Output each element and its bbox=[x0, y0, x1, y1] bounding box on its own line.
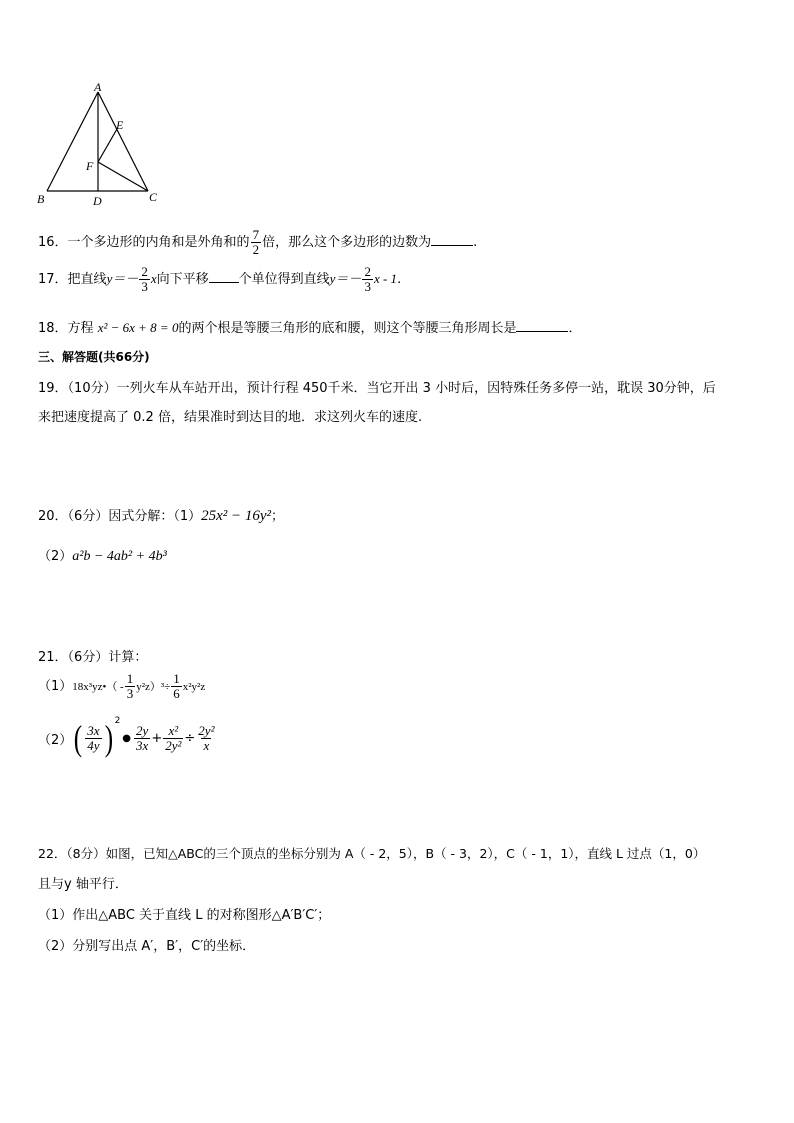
q17-frac1-num: 2 bbox=[141, 264, 148, 279]
q17-text-b: 向下平移 bbox=[156, 272, 209, 287]
q21-frac3-den: 4y bbox=[87, 737, 100, 753]
q17-number: 17． bbox=[38, 272, 68, 287]
q17-eq2: y＝－ bbox=[329, 271, 362, 286]
question-22-line-1: 22．（8分）如图，已知△ABC的三个顶点的坐标分别为 A（ - 2，5），B（ - 3，2），C（ - 1，1），直线 L 过点（1，0） bbox=[38, 846, 706, 861]
question-19-line-1: 19．（10分）一列火车从车站开出，预计行程 450千米．当它开出 3 小时后，因特殊任务多停一站，耽误 30分钟，后 bbox=[38, 381, 716, 396]
q16-answer-blank[interactable] bbox=[431, 233, 473, 246]
question-20 bbox=[38, 505, 284, 525]
q20-sub-2: （2） bbox=[38, 549, 73, 564]
question-22-part-2: （2）分别写出点 A′，B′，C′的坐标． bbox=[38, 939, 256, 954]
q21-frac1-den: 3 bbox=[126, 686, 134, 701]
triangle-figure bbox=[30, 80, 170, 210]
q21-frac-4 bbox=[134, 724, 150, 753]
q21-square: 2 bbox=[114, 716, 121, 726]
q18-equation: x² − 6x + 8 = 0 bbox=[97, 320, 179, 335]
q21-frac2-den: 6 bbox=[173, 686, 180, 701]
q16-fraction bbox=[251, 228, 262, 257]
q21-frac2-num: 1 bbox=[173, 671, 180, 686]
q16-frac-num: 7 bbox=[252, 227, 260, 242]
label-d: D bbox=[93, 194, 102, 208]
q21-div: ÷ bbox=[184, 730, 196, 746]
section-title: 三、解答题(共66分) bbox=[38, 350, 150, 364]
q18-answer-blank[interactable] bbox=[516, 319, 568, 332]
question-20-part-2 bbox=[38, 545, 167, 565]
question-21-part-1 bbox=[38, 672, 205, 701]
q21-right-paren: ) bbox=[104, 718, 113, 758]
q17-fraction-2 bbox=[362, 265, 373, 294]
q21-sub-1: （1） bbox=[38, 679, 73, 694]
q21-dot: ● bbox=[122, 732, 132, 744]
q21-frac5-num: x² bbox=[168, 722, 179, 738]
q16-frac-den: 2 bbox=[252, 242, 260, 257]
q17-frac2-num: 2 bbox=[364, 264, 371, 279]
q17-tail: x - 1． bbox=[373, 271, 411, 286]
q17-x: x bbox=[150, 271, 157, 286]
question-21-part-2 bbox=[38, 716, 217, 758]
q16-text-b: 倍，那么这个多边形的边数为 bbox=[262, 235, 432, 250]
q16-end: . bbox=[473, 235, 478, 250]
q21-plus: + bbox=[151, 730, 163, 746]
question-22-line-2: 且与y 轴平行． bbox=[38, 877, 128, 892]
q21-frac4-num: 2y bbox=[136, 722, 149, 738]
q17-text-a: 把直线 bbox=[67, 272, 107, 287]
q21-frac-1 bbox=[125, 672, 136, 701]
label-e: E bbox=[116, 118, 124, 132]
q21-sub-2: （2） bbox=[38, 732, 73, 748]
question-22-part-1: （1）作出△ABC 关于直线 L 的对称图形△A′B′C′； bbox=[38, 908, 331, 923]
q17-frac1-den: 3 bbox=[141, 279, 148, 294]
label-b: B bbox=[37, 192, 45, 206]
q17-answer-blank[interactable] bbox=[209, 270, 239, 283]
q17-frac2-den: 3 bbox=[364, 279, 371, 294]
side-ab bbox=[47, 92, 98, 191]
q21-p1c: x²y²z bbox=[182, 681, 206, 693]
question-18 bbox=[38, 317, 582, 336]
q20-expr-1: 25x² − 16y² bbox=[201, 508, 272, 524]
label-c: C bbox=[149, 190, 158, 204]
q20-semicolon: ； bbox=[271, 509, 285, 524]
q21-frac5-den: 2y² bbox=[165, 737, 182, 753]
q21-left-paren: ( bbox=[74, 718, 83, 758]
q17-eq1: y＝－ bbox=[106, 271, 139, 286]
q21-frac-6 bbox=[196, 724, 216, 753]
q16-number: 16． bbox=[38, 235, 68, 250]
q18-text-b: 的两个根是等腰三角形的底和腰，则这个等腰三角形周长是 bbox=[178, 321, 517, 336]
label-a: A bbox=[94, 80, 102, 94]
q21-p1b: y²z）³÷ bbox=[136, 681, 171, 693]
q18-text-a: 方程 bbox=[67, 321, 94, 336]
q18-end: ． bbox=[568, 321, 582, 336]
q21-frac1-num: 1 bbox=[126, 671, 134, 686]
q20-expr-2: a²b − 4ab² + 4b³ bbox=[72, 549, 167, 564]
q21-frac3-num: 3x bbox=[87, 722, 100, 738]
q21-frac6-den: x bbox=[203, 737, 210, 753]
question-21-head: 21．（6分）计算： bbox=[38, 650, 148, 665]
q21-frac6-num: 2y² bbox=[198, 722, 215, 738]
q17-text-c: 个单位得到直线 bbox=[238, 272, 330, 287]
q16-text-a: 一个多边形的内角和是外角和的 bbox=[67, 235, 250, 250]
q21-frac-2 bbox=[171, 672, 182, 701]
q18-number: 18． bbox=[38, 321, 68, 336]
label-f: F bbox=[86, 159, 94, 173]
q21-frac-5 bbox=[163, 724, 183, 753]
question-17 bbox=[38, 265, 410, 294]
q21-frac-3 bbox=[85, 724, 101, 753]
segment-fe bbox=[98, 129, 117, 162]
q21-frac4-den: 3x bbox=[136, 737, 149, 753]
q20-head: 20．（6分）因式分解：（1） bbox=[38, 509, 202, 524]
question-16 bbox=[38, 228, 477, 257]
q21-p1a: 18x³yz•（ - bbox=[72, 681, 124, 693]
q17-fraction-1 bbox=[139, 265, 150, 294]
question-19-line-2: 来把速度提高了 0.2 倍，结果准时到达目的地．求这列火车的速度. bbox=[38, 410, 423, 425]
